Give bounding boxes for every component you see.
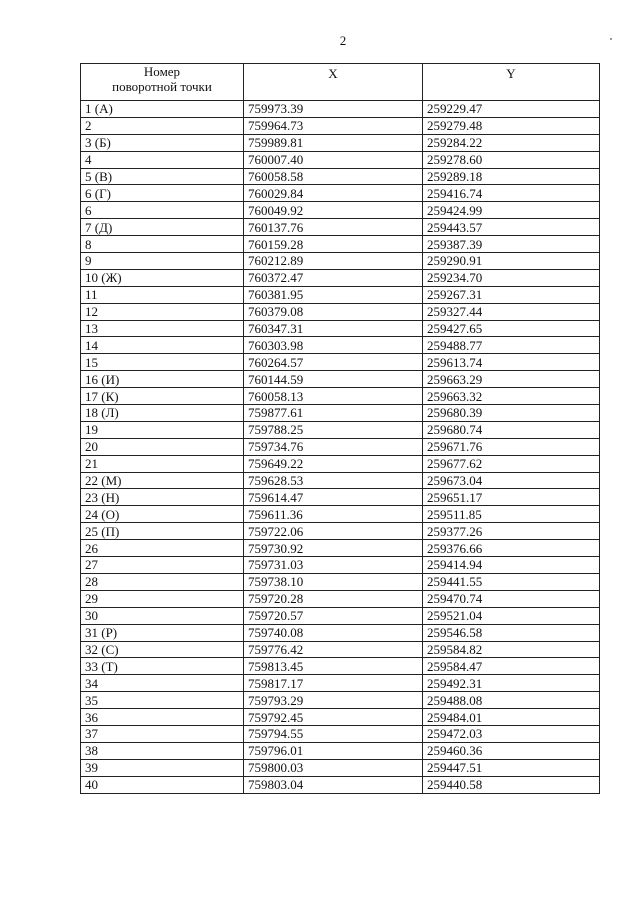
table-row bbox=[81, 455, 600, 472]
table-row bbox=[81, 573, 600, 590]
table-row bbox=[81, 421, 600, 438]
table-row bbox=[81, 337, 600, 354]
cell-y: 259279.48 bbox=[423, 117, 600, 134]
table-header-row bbox=[81, 64, 600, 101]
cell-x: 759611.36 bbox=[244, 506, 423, 523]
cell-point-number: 6 bbox=[81, 202, 244, 219]
cell-point-number: 39 bbox=[81, 759, 244, 776]
table-row bbox=[81, 371, 600, 388]
cell-x: 759628.53 bbox=[244, 472, 423, 489]
cell-x: 759740.08 bbox=[244, 624, 423, 641]
cell-y: 259671.76 bbox=[423, 438, 600, 455]
cell-point-number: 38 bbox=[81, 742, 244, 759]
table-row bbox=[81, 303, 600, 320]
cell-y: 259584.47 bbox=[423, 658, 600, 675]
cell-x: 760264.57 bbox=[244, 354, 423, 371]
cell-x: 760007.40 bbox=[244, 151, 423, 168]
cell-x: 759800.03 bbox=[244, 759, 423, 776]
table-row bbox=[81, 320, 600, 337]
table-row bbox=[81, 202, 600, 219]
cell-point-number: 24 (О) bbox=[81, 506, 244, 523]
cell-y: 259376.66 bbox=[423, 540, 600, 557]
cell-point-number: 19 bbox=[81, 421, 244, 438]
table-row bbox=[81, 101, 600, 118]
cell-y: 259488.08 bbox=[423, 692, 600, 709]
cell-x: 760137.76 bbox=[244, 219, 423, 236]
cell-x: 759788.25 bbox=[244, 421, 423, 438]
cell-x: 759776.42 bbox=[244, 641, 423, 658]
table-row bbox=[81, 523, 600, 540]
cell-x: 760381.95 bbox=[244, 286, 423, 303]
cell-point-number: 13 bbox=[81, 320, 244, 337]
cell-x: 760379.08 bbox=[244, 303, 423, 320]
table-row bbox=[81, 168, 600, 185]
table-row bbox=[81, 185, 600, 202]
cell-point-number: 37 bbox=[81, 725, 244, 742]
cell-y: 259327.44 bbox=[423, 303, 600, 320]
cell-y: 259484.01 bbox=[423, 709, 600, 726]
table-row bbox=[81, 557, 600, 574]
coordinates-table bbox=[80, 63, 600, 794]
table-row bbox=[81, 219, 600, 236]
cell-x: 759817.17 bbox=[244, 675, 423, 692]
cell-point-number: 23 (Н) bbox=[81, 489, 244, 506]
cell-point-number: 34 bbox=[81, 675, 244, 692]
cell-point-number: 25 (П) bbox=[81, 523, 244, 540]
cell-y: 259680.39 bbox=[423, 405, 600, 422]
table-row bbox=[81, 269, 600, 286]
cell-y: 259521.04 bbox=[423, 607, 600, 624]
cell-y: 259470.74 bbox=[423, 590, 600, 607]
cell-y: 259492.31 bbox=[423, 675, 600, 692]
cell-y: 259284.22 bbox=[423, 134, 600, 151]
cell-y: 259680.74 bbox=[423, 421, 600, 438]
cell-y: 259651.17 bbox=[423, 489, 600, 506]
page-number: 2 bbox=[339, 33, 347, 48]
table-row bbox=[81, 709, 600, 726]
table-row bbox=[81, 134, 600, 151]
table-row bbox=[81, 624, 600, 641]
cell-y: 259290.91 bbox=[423, 253, 600, 270]
cell-y: 259447.51 bbox=[423, 759, 600, 776]
table-row bbox=[81, 590, 600, 607]
cell-point-number: 3 (Б) bbox=[81, 134, 244, 151]
table-row bbox=[81, 405, 600, 422]
cell-x: 760372.47 bbox=[244, 269, 423, 286]
cell-x: 759794.55 bbox=[244, 725, 423, 742]
cell-y: 259460.36 bbox=[423, 742, 600, 759]
table-row bbox=[81, 388, 600, 405]
cell-y: 259278.60 bbox=[423, 151, 600, 168]
cell-x: 759730.92 bbox=[244, 540, 423, 557]
table-row bbox=[81, 776, 600, 793]
cell-point-number: 17 (К) bbox=[81, 388, 244, 405]
cell-y: 259424.99 bbox=[423, 202, 600, 219]
cell-point-number: 10 (Ж) bbox=[81, 269, 244, 286]
cell-x: 759738.10 bbox=[244, 573, 423, 590]
cell-y: 259427.65 bbox=[423, 320, 600, 337]
cell-y: 259377.26 bbox=[423, 523, 600, 540]
cell-y: 259472.03 bbox=[423, 725, 600, 742]
cell-x: 759734.76 bbox=[244, 438, 423, 455]
cell-y: 259663.29 bbox=[423, 371, 600, 388]
cell-x: 759989.81 bbox=[244, 134, 423, 151]
header-point-line2: поворотной точки bbox=[112, 79, 212, 94]
cell-y: 259488.77 bbox=[423, 337, 600, 354]
cell-y: 259663.32 bbox=[423, 388, 600, 405]
cell-x: 759796.01 bbox=[244, 742, 423, 759]
cell-y: 259229.47 bbox=[423, 101, 600, 118]
table-body bbox=[81, 101, 600, 794]
cell-point-number: 4 bbox=[81, 151, 244, 168]
cell-point-number: 20 bbox=[81, 438, 244, 455]
cell-point-number: 18 (Л) bbox=[81, 405, 244, 422]
cell-x: 759722.06 bbox=[244, 523, 423, 540]
cell-x: 759964.73 bbox=[244, 117, 423, 134]
cell-point-number: 35 bbox=[81, 692, 244, 709]
cell-x: 759720.28 bbox=[244, 590, 423, 607]
header-point-line1: Номер bbox=[143, 64, 181, 79]
header-point-number bbox=[81, 64, 244, 101]
cell-y: 259414.94 bbox=[423, 557, 600, 574]
cell-point-number: 21 bbox=[81, 455, 244, 472]
cell-point-number: 30 bbox=[81, 607, 244, 624]
table-row bbox=[81, 725, 600, 742]
table-row bbox=[81, 742, 600, 759]
cell-y: 259267.31 bbox=[423, 286, 600, 303]
cell-x: 759792.45 bbox=[244, 709, 423, 726]
cell-y: 259443.57 bbox=[423, 219, 600, 236]
cell-y: 259546.58 bbox=[423, 624, 600, 641]
table-row bbox=[81, 658, 600, 675]
cell-point-number: 31 (Р) bbox=[81, 624, 244, 641]
table-row bbox=[81, 506, 600, 523]
header-y: Y bbox=[423, 64, 600, 101]
cell-point-number: 27 bbox=[81, 557, 244, 574]
table-row bbox=[81, 117, 600, 134]
cell-point-number: 36 bbox=[81, 709, 244, 726]
cell-y: 259677.62 bbox=[423, 455, 600, 472]
cell-y: 259441.55 bbox=[423, 573, 600, 590]
table-row bbox=[81, 438, 600, 455]
cell-point-number: 1 (А) bbox=[81, 101, 244, 118]
cell-y: 259613.74 bbox=[423, 354, 600, 371]
cell-x: 760159.28 bbox=[244, 236, 423, 253]
cell-point-number: 7 (Д) bbox=[81, 219, 244, 236]
table-row bbox=[81, 675, 600, 692]
cell-point-number: 6 (Г) bbox=[81, 185, 244, 202]
cell-x: 760029.84 bbox=[244, 185, 423, 202]
cell-y: 259440.58 bbox=[423, 776, 600, 793]
cell-point-number: 33 (Т) bbox=[81, 658, 244, 675]
table-row bbox=[81, 641, 600, 658]
cell-point-number: 11 bbox=[81, 286, 244, 303]
header-x: X bbox=[244, 64, 423, 101]
cell-point-number: 9 bbox=[81, 253, 244, 270]
scan-dot bbox=[610, 38, 612, 40]
cell-point-number: 15 bbox=[81, 354, 244, 371]
cell-x: 760347.31 bbox=[244, 320, 423, 337]
table-row bbox=[81, 286, 600, 303]
cell-x: 759720.57 bbox=[244, 607, 423, 624]
table-row bbox=[81, 354, 600, 371]
table-row bbox=[81, 692, 600, 709]
cell-point-number: 5 (В) bbox=[81, 168, 244, 185]
cell-y: 259673.04 bbox=[423, 472, 600, 489]
table-row bbox=[81, 151, 600, 168]
cell-x: 759793.29 bbox=[244, 692, 423, 709]
table-row bbox=[81, 607, 600, 624]
cell-x: 759649.22 bbox=[244, 455, 423, 472]
cell-x: 759973.39 bbox=[244, 101, 423, 118]
cell-x: 759877.61 bbox=[244, 405, 423, 422]
table-row bbox=[81, 236, 600, 253]
table-row bbox=[81, 540, 600, 557]
cell-x: 759803.04 bbox=[244, 776, 423, 793]
cell-point-number: 8 bbox=[81, 236, 244, 253]
table-row bbox=[81, 253, 600, 270]
cell-x: 759731.03 bbox=[244, 557, 423, 574]
cell-y: 259387.39 bbox=[423, 236, 600, 253]
cell-y: 259416.74 bbox=[423, 185, 600, 202]
cell-y: 259584.82 bbox=[423, 641, 600, 658]
cell-point-number: 16 (И) bbox=[81, 371, 244, 388]
cell-point-number: 32 (С) bbox=[81, 641, 244, 658]
cell-x: 760049.92 bbox=[244, 202, 423, 219]
cell-x: 760058.58 bbox=[244, 168, 423, 185]
cell-x: 760212.89 bbox=[244, 253, 423, 270]
cell-x: 760303.98 bbox=[244, 337, 423, 354]
cell-y: 259234.70 bbox=[423, 269, 600, 286]
cell-point-number: 29 bbox=[81, 590, 244, 607]
cell-point-number: 28 bbox=[81, 573, 244, 590]
cell-point-number: 26 bbox=[81, 540, 244, 557]
table-row bbox=[81, 472, 600, 489]
table-row bbox=[81, 489, 600, 506]
cell-point-number: 40 bbox=[81, 776, 244, 793]
cell-point-number: 12 bbox=[81, 303, 244, 320]
cell-x: 760144.59 bbox=[244, 371, 423, 388]
cell-y: 259289.18 bbox=[423, 168, 600, 185]
cell-x: 759614.47 bbox=[244, 489, 423, 506]
cell-point-number: 14 bbox=[81, 337, 244, 354]
cell-x: 760058.13 bbox=[244, 388, 423, 405]
cell-y: 259511.85 bbox=[423, 506, 600, 523]
cell-x: 759813.45 bbox=[244, 658, 423, 675]
cell-point-number: 2 bbox=[81, 117, 244, 134]
cell-point-number: 22 (М) bbox=[81, 472, 244, 489]
table-row bbox=[81, 759, 600, 776]
